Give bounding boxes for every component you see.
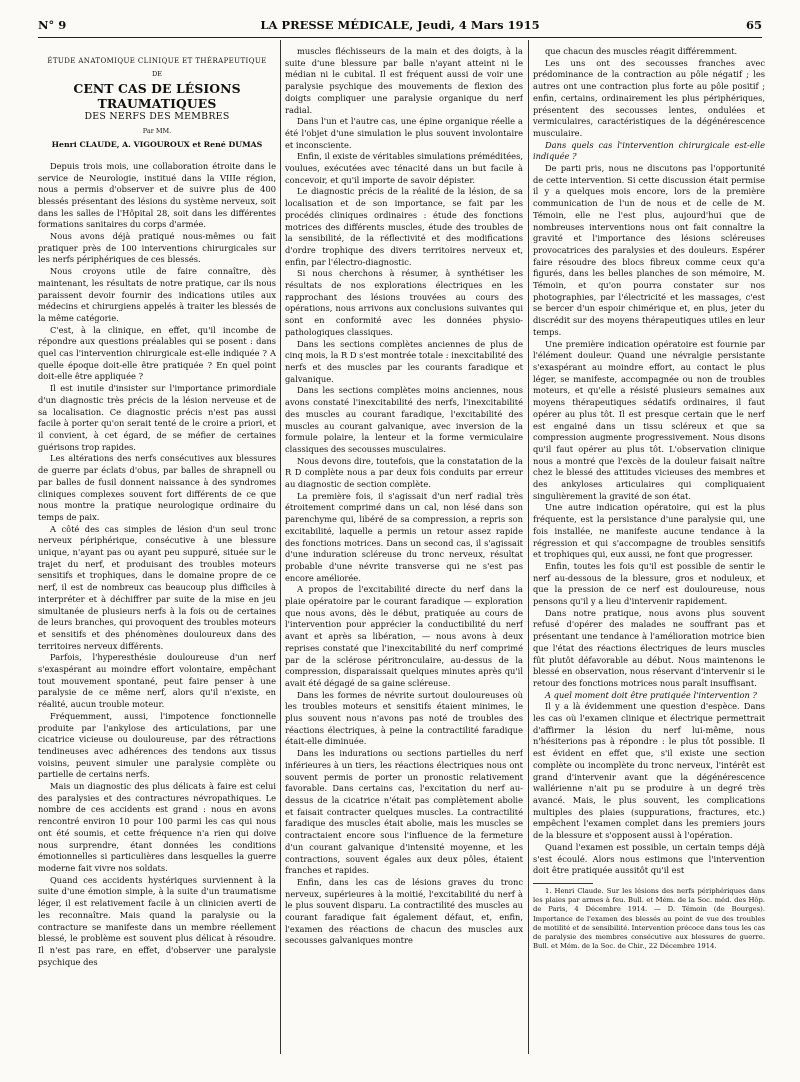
- header-rule: [38, 37, 762, 38]
- article-title: CENT CAS DE LÉSIONS TRAUMATIQUES: [73, 81, 241, 112]
- paragraph: Si nous cherchons à résumer, à synthétiser les résultats de nos explorations électriques en les rapprochant des lésions trouvées au cours des opérations, nous arrivons aux conclusions suivantes qui sont en conformité avec les données physio-pathologiques classiques.: [285, 268, 523, 337]
- paragraph: Nous avons déjà pratiqué nous-mêmes ou fait pratiquer près de 100 interventions chirurgicales sur les nerfs périphériques de ces blessés.: [38, 231, 276, 265]
- column-3-body-b: [533, 163, 765, 690]
- page-number: 65: [745, 18, 762, 32]
- column-1-body: [38, 161, 276, 969]
- paragraph: A propos de l'excitabilité directe du nerf dans la plaie opératoire par le courant faradique — exploration que nous avons, dès le début, pratiquée au cours de l'intervention pour apprécier la conductibilité du nerf avant et après sa libération, — nous avons à deux reprises constaté que l'inexcitabilité du nerf comprimé par de la sclérose péritronculaire, au-dessus de la compression, disparaissait quelques minutes après qu'il avait été dégagé de sa gaine scléreuse.: [285, 584, 523, 688]
- running-header: [38, 14, 762, 36]
- paragraph: Nous croyons utile de faire connaître, dès maintenant, les résultats de notre pratique, car ils nous paraissent devoir fournir des indications utiles aux médecins et chirurgiens appelés à traiter les blessés de la même catégorie.: [38, 266, 276, 323]
- article-authors: Henri CLAUDE, A. VIGOUROUX et René DUMAS: [51, 140, 263, 150]
- footnote: 1. Henri Claude. Sur les lésions des nerfs périphériques dans les plaies par armes à feu. Bull. et Mém. de la Soc. méd. des Hôp. de Paris, 4 Décembre 1914. — D. Témoin (de Bourges). Importance de l'examen des blessés au point de vue des troubles de motilité et de sensibilité. Intervention précoce dans tous les cas de paralysie des membres consécutive aux blessures de guerre. Bull. et Mém. de la Soc. de Chir., 22 Décembre 1914.: [533, 886, 765, 951]
- section-question-2: A quel moment doit être pratiquée l'intervention ?: [545, 689, 757, 700]
- paragraph: Enfin, toutes les fois qu'il est possible de sentir le nerf au-dessous de la blessure, gros et noduleux, et que la pression de ce nerf est douloureuse, nous pensons qu'il y a lieu d'intervenir rapidement.: [533, 560, 765, 607]
- paragraph: Une autre indication opératoire, qui est la plus fréquente, est la persistance d'une paralysie qui, une fois installée, ne manifeste aucune tendance à la régression et qui s'accompagne de troubles sensitifs et trophiques qui, eux aussi, ne font que progresser.: [533, 502, 765, 560]
- paragraph: Depuis trois mois, une collaboration étroite dans le service de Neurologie, institué dans la VIIIe région, nous a permis d'observer et de suivre plus de 400 blessés présentant des lésions du système nerveux, soit dans les salles de l'Hôpital 28, soit dans les différentes formations sanitaires du corps d'armée.: [38, 160, 276, 230]
- article-kicker: ÉTUDE ANATOMIQUE CLINIQUE ET THÉRAPEUTIQUE: [47, 57, 267, 65]
- paragraph: A côté des cas simples de lésion d'un seul tronc nerveux périphérique, consécutive à une blessure unique, n'ayant pas ou ayant peu suppuré, située sur le trajet du nerf, et produisant des troubles moteurs sensitifs et trophiques, dans le domaine propre de ce nerf, il est de nombreux cas beaucoup plus difficiles à interpréter et à déchiffrer par suite de la mise en jeu simultanée de plusieurs nerfs à la fois ou de certaines de leurs branches, qui provoquent des troubles moteurs et sensitifs et des phénomènes douloureux dans des territoires nerveux différents.: [38, 523, 276, 651]
- paragraph: Dans les sections complètes moins anciennes, nous avons constaté l'inexcitabilité des nerfs, l'inexcitabilité des muscles au courant faradique, l'excitabilité des muscles au courant galvanique, avec inversion de la formule polaire, la lenteur et la forme vermiculaire classiques des secousses musculaires.: [285, 385, 523, 454]
- footnotes: [533, 887, 765, 951]
- paragraph: Les altérations des nerfs consécutives aux blessures de guerre par éclats d'obus, par balles de shrapnell ou par balles de fusil donnent naissance à des syndromes cliniques complexes souvent fort différents de ce que nous montre la pratique neurologique ordinaire du temps de paix.: [38, 453, 276, 522]
- column-3-body-c: [533, 701, 765, 877]
- paragraph: Dans l'un et l'autre cas, une épine organique réelle a été l'objet d'une simulation le plus souvent involontaire et inconsciente.: [285, 116, 523, 150]
- paragraph: Enfin, il existe de véritables simulations préméditées, voulues, exécutées avec ténacité dans un but facile à concevoir, et qu'il importe de savoir dépister.: [285, 151, 523, 185]
- column-2: [285, 46, 523, 1058]
- issue-number: N° 9: [38, 18, 67, 32]
- paragraph: Quand l'examen est possible, un certain temps déjà s'est écoulé. Alors nous estimons que l'intervention doit être pratiquée aussitôt qu'il est: [533, 841, 765, 876]
- paragraph: De parti pris, nous ne discutons pas l'opportunité de cette intervention. Si cette discussion était permise il y a quelques mois encore, lors de la première communication de l'un de nous et de celle de M. Témoin, elle ne l'est plus, aujourd'hui que de nombreuses interventions nous ont fait connaître la gravité et l'importance des lésions scléreuses provocatrices des paralysies et des douleurs. Espérer faire résoudre des blocs fibreux comme ceux qu'a figurés, dans les belles planches de son mémoire, M. Témoin, et qu'on pourra constater sur nos photographies, par l'électricité et les massages, c'est se bercer d'un espoir chimérique et, en plus, jeter du discrédit sur des moyens thérapeutiques utiles en leur temps.: [533, 163, 765, 337]
- article-heading: [38, 56, 276, 151]
- paragraph: Quand ces accidents hystériques surviennent à la suite d'une émotion simple, à la suite d'un traumatisme léger, il est relativement facile à un clinicien averti de les reconnaître. Mais quand la paralysie ou la contracture se manifeste dans un membre réellement blessé, le problème est souvent plus délicat à résoudre. Il n'est pas rare, en effet, d'observer une paralysie psychique des: [38, 874, 276, 967]
- column-1: [38, 46, 276, 1058]
- paragraph: Dans les formes de névrite surtout douloureuses où les troubles moteurs et sensitifs étaient minimes, le plus souvent nous n'avons pas noté de troubles des réactions électriques, à peine la contractilité faradique était-elle diminuée.: [285, 689, 523, 747]
- paragraph: Une première indication opératoire est fournie par l'élément douleur. Quand une névralgie persistante s'exaspérant au moindre effort, au contact le plus léger, se manifeste, accompagnée ou non de troubles moteurs, et qu'elle a résisté plusieurs semaines aux moyens thérapeutiques sédatifs ordinaires, il faut opérer au plus tôt. Il est presque certain que le nerf est engainé dans un tissu scléreux et que sa compression augmente progressivement. Nous disons qu'il faut opérer au plus tôt. L'observation clinique nous a montré que l'excès de la douleur faisait naître chez le blessé des attitudes vicieuses des membres et des ankyloses articulaires qui compliquaient singulièrement la gravité de son état.: [533, 338, 765, 501]
- article-par: Par MM.: [142, 127, 172, 136]
- paragraph: Les uns ont des secousses franches avec prédominance de la contraction au pôle négatif ; les autres ont une contraction plus forte au pôle positif ; enfin, certains, ordinairement les plus périphériques, présentent des secousses lentes, ondulées et vermiculaires, caractéristiques de la dégénérescence musculaire.: [533, 57, 765, 138]
- paragraph: Fréquemment, aussi, l'impotence fonctionnelle produite par l'ankylose des articulations, par une cicatrice vicieuse ou douloureuse, par des rétractions tendineuses avec adhérences des tendons aux tissus voisins, peuvent simuler une paralysie complète ou partielle de certains nerfs.: [38, 710, 276, 780]
- section-question-1: Dans quels cas l'intervention chirurgicale est-elle indiquée ?: [533, 139, 765, 162]
- footnote-rule: [533, 883, 593, 884]
- column-2-body: [285, 46, 523, 947]
- column-rule-2: [528, 40, 529, 1054]
- article-de: DE: [152, 69, 162, 78]
- paragraph: La première fois, il s'agissait d'un nerf radial très étroitement comprimé dans un cal, non lésé dans son parenchyme qui, libéré de sa compression, a repris son excitabilité, laquelle a permis un retour assez rapide des fonctions motrices. Dans un second cas, il s'agissait d'une induration scléreuse du tronc nerveux, résultat probable d'une névrite transverse qui ne s'est pas encore améliorée.: [285, 490, 523, 583]
- column-3-body-a: [533, 46, 765, 140]
- paragraph: Dans les sections complètes anciennes de plus de cinq mois, la R D s'est montrée totale : inexcitabilité des nerfs et des muscles par les courants faradique et galvanique.: [285, 338, 523, 384]
- paragraph: C'est, à la clinique, en effet, qu'il incombe de répondre aux questions préalables qui se posent : dans quel cas l'intervention chirurgicale est-elle indiquée ? A quelle époque doit-elle être pratiquée ? En quel point doit-elle être appliquée ?: [38, 324, 276, 382]
- column-3: [533, 46, 765, 1058]
- journal-title: LA PRESSE MÉDICALE, Jeudi, 4 Mars 1915: [260, 18, 540, 32]
- paragraph: Dans les indurations ou sections partielles du nerf inférieures à un tiers, les réactions électriques nous ont souvent permis de porter un pronostic relativement favorable. Dans certains cas, l'excitation du nerf au-dessus de la cicatrice n'était pas complètement abolie et faisait contracter quelques muscles. La contractilité faradique des muscles était abolie, mais les muscles se contractaient encore sous l'influence de la fermeture d'un courant galvanique d'intensité moyenne, et les contractions, souvent égales aux deux pôles, étaient franches et rapides.: [285, 748, 523, 876]
- paragraph: que chacun des muscles réagit différemment.: [545, 46, 738, 56]
- paragraph: muscles fléchisseurs de la main et des doigts, à la suite d'une blessure par balle n'ayant atteint ni le médian ni le cubital. Il est fréquent aussi de voir une paralysie psychique des mouvements de flexion des doigts compliquer une paralysie organique du nerf radial.: [285, 46, 523, 115]
- paragraph: Le diagnostic précis de la réalité de la lésion, de sa localisation et de son importance, se fait par les procédés cliniques ordinaires : étude des fonctions motrices des différents muscles, étude des troubles de la sensibilité, de la réflectivité et des modifications d'ordre trophique des divers territoires nerveux et, enfin, par l'électro-diagnostic.: [285, 186, 523, 267]
- paragraph: Dans notre pratique, nous avons plus souvent refusé d'opérer des malades ne souffrant pas et présentant une tendance à l'amélioration motrice bien que l'état des réactions électriques de leurs muscles fût plutôt défavorable au début. Nous maintenons le blessé en observation, nous réservant d'intervenir si le retour des fonctions motrices nous paraît insuffisant.: [533, 607, 765, 688]
- paragraph: Il y a là évidemment une question d'espèce. Dans les cas où l'examen clinique et électrique permettrait d'affirmer la lésion du nerf lui-même, nous n'hésiterions pas à répondre : le plus tôt possible. Il est évident en effet que, s'il existe une section complète ou incomplète du tronc nerveux, l'intérêt est grand d'intervenir avant que la dégénérescence wallérienne n'ait pu se produire à un degré très avancé. Mais, le plus souvent, les complications multiples des plaies (suppurations, fractures, etc.) empêchent l'examen complet dans les premiers jours de la blessure et s'opposent aussi à l'opération.: [533, 701, 765, 841]
- article-subtitle: DES NERFS DES MEMBRES: [84, 111, 230, 123]
- paragraph: Mais un diagnostic des plus délicats à faire est celui des paralysies et des contractures névropathiques. Le nombre de ces accidents est grand : nous en avons rencontré environ 10 pour 100 parmi les cas qui nous ont été soumis, et cette fréquence n'a rien qui doive nous surprendre, étant données les conditions émotionnelles si particulières dans lesquelles la guerre moderne fait vivre nos soldats.: [38, 781, 276, 873]
- column-rule-1: [280, 40, 281, 1054]
- paragraph: Enfin, dans les cas de lésions graves du tronc nerveux, supérieures à la moitié, l'excitabilité du nerf à le plus souvent disparu. La contractilité des muscles au courant faradique fait également défaut, et, enfin, l'examen des réactions de chacun des muscles aux secousses galvaniques montre: [285, 876, 523, 946]
- paragraph: Il est inutile d'insister sur l'importance primordiale d'un diagnostic très précis de la lésion nerveuse et de sa localisation. Ce diagnostic précis n'est pas aussi facile à porter qu'on serait tenté de le croire a priori, et il convient, à cet égard, de se méfier de certaines guérisons trop rapides.: [38, 383, 276, 452]
- paragraph: Parfois, l'hyperesthésie douloureuse d'un nerf s'exaspérant au moindre effort volontaire, empêchant tout mouvement spontané, peut faire penser à une paralysie de ce même nerf, alors qu'il n'existe, en réalité, aucun trouble moteur.: [38, 652, 276, 710]
- paragraph: Nous devons dire, toutefois, que la constatation de la R D complète nous a par deux fois conduits par erreur au diagnostic de section complète.: [285, 455, 523, 490]
